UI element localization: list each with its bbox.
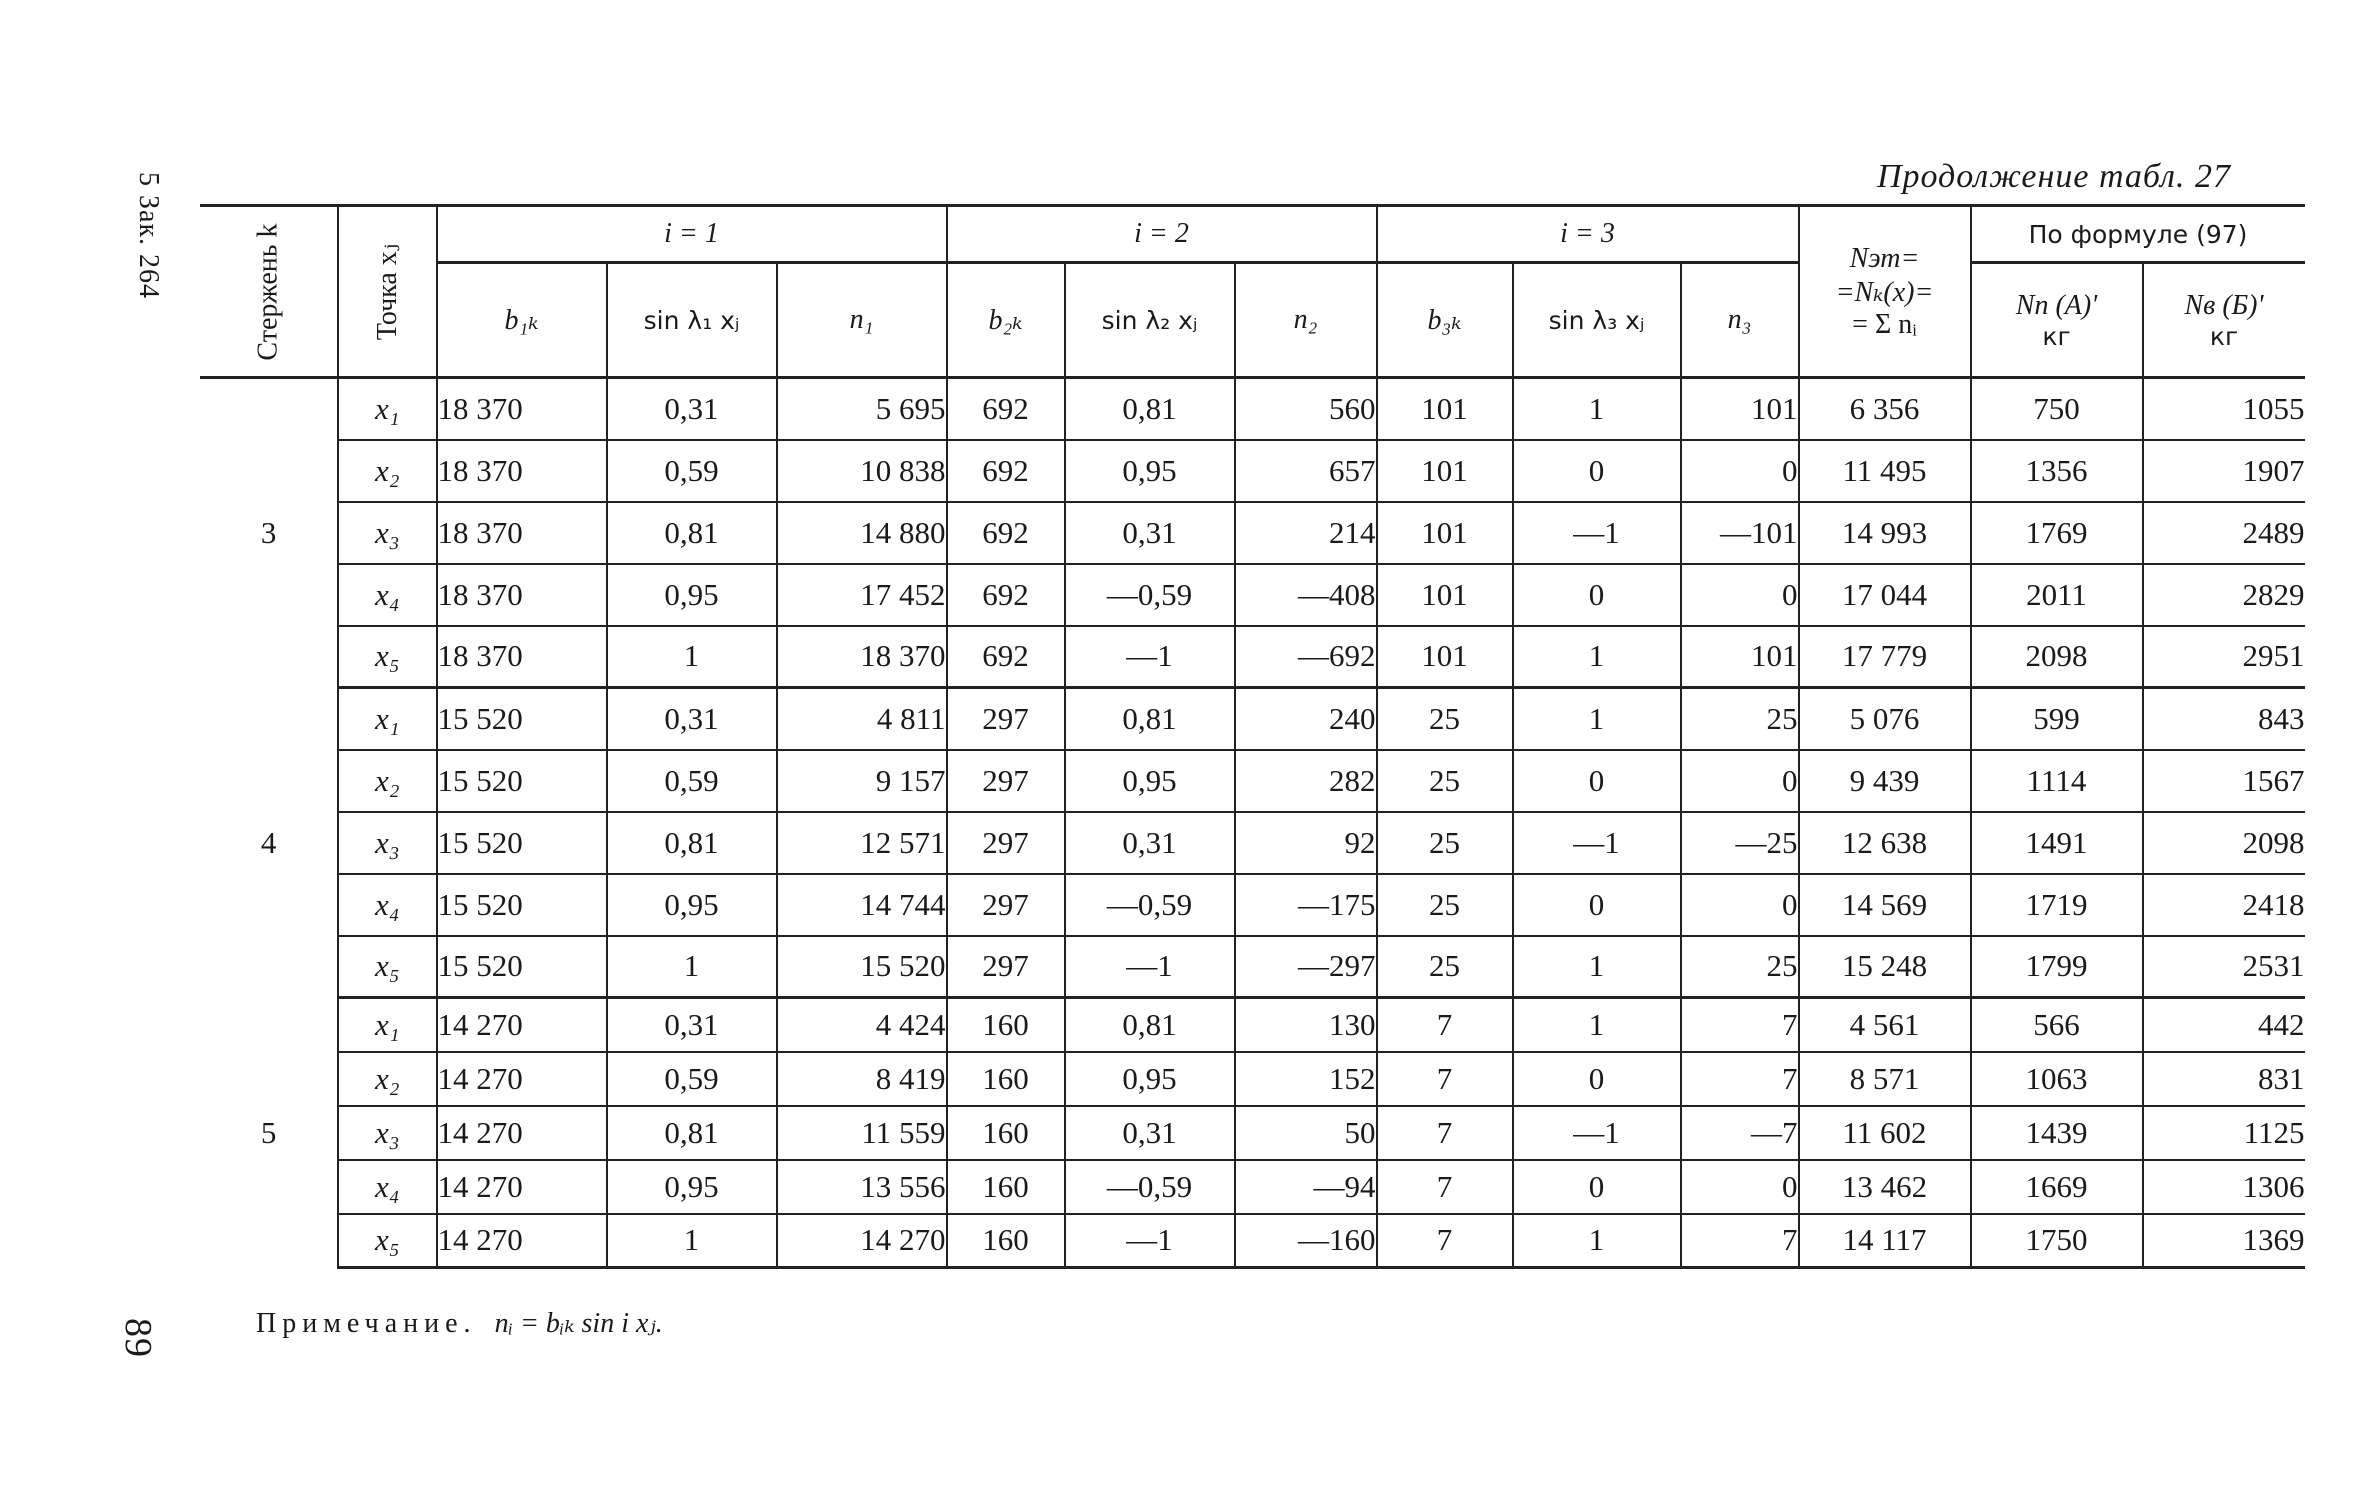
header-b2: b₂ₖ	[947, 263, 1065, 378]
cell-n1: 4 811	[777, 688, 947, 750]
cell-n: 14 993	[1799, 502, 1971, 564]
point-label: x₄	[338, 1160, 436, 1214]
note-formula: nᵢ = bᵢₖ sin i xⱼ.	[494, 1308, 663, 1339]
point-label: x₄	[338, 564, 436, 626]
cell-nb: 843	[2143, 688, 2305, 750]
header-i1: i = 1	[437, 206, 947, 263]
cell-b1: 14 270	[437, 998, 607, 1052]
header-sin3: sin λ₃ xⱼ	[1513, 263, 1681, 378]
cell-s2: 0,31	[1065, 1106, 1235, 1160]
cell-b2: 692	[947, 626, 1065, 688]
cell-nb: 831	[2143, 1052, 2305, 1106]
cell-s3: 1	[1513, 936, 1681, 998]
cell-nb: 2531	[2143, 936, 2305, 998]
cell-s2: 0,81	[1065, 378, 1235, 440]
point-label: x₂	[338, 440, 436, 502]
table-row	[200, 688, 2305, 750]
cell-b1: 15 520	[437, 874, 607, 936]
cell-n2: —160	[1235, 1214, 1377, 1268]
cell-b2: 160	[947, 1052, 1065, 1106]
cell-n3: 0	[1681, 750, 1799, 812]
cell-n3: 101	[1681, 378, 1799, 440]
cell-n2: 214	[1235, 502, 1377, 564]
point-label: x₃	[338, 812, 436, 874]
cell-n3: —25	[1681, 812, 1799, 874]
cell-b1: 14 270	[437, 1214, 607, 1268]
table-header	[200, 206, 2305, 378]
table-row	[200, 1106, 2305, 1160]
page-number: 89	[117, 1318, 159, 1358]
cell-n: 5 076	[1799, 688, 1971, 750]
header-nvb: Nв (Б)' кг	[2143, 263, 2305, 378]
point-label: x₅	[338, 1214, 436, 1268]
table-row	[200, 1052, 2305, 1106]
cell-s3: —1	[1513, 1106, 1681, 1160]
cell-n3: 7	[1681, 1214, 1799, 1268]
cell-n2: 50	[1235, 1106, 1377, 1160]
cell-n: 17 779	[1799, 626, 1971, 688]
cell-nb: 1369	[2143, 1214, 2305, 1268]
cell-b1: 18 370	[437, 626, 607, 688]
cell-na: 1114	[1971, 750, 2143, 812]
cell-na: 2011	[1971, 564, 2143, 626]
table-row	[200, 626, 2305, 688]
cell-b3: 7	[1377, 998, 1513, 1052]
cell-nb: 1306	[2143, 1160, 2305, 1214]
point-label: x₁	[338, 998, 436, 1052]
cell-n: 4 561	[1799, 998, 1971, 1052]
header-npa: Nп (A)' кг	[1971, 263, 2143, 378]
cell-s1: 0,59	[607, 750, 777, 812]
cell-b1: 15 520	[437, 812, 607, 874]
cell-s1: 0,31	[607, 378, 777, 440]
cell-n: 9 439	[1799, 750, 1971, 812]
cell-n1: 17 452	[777, 564, 947, 626]
cell-s2: —0,59	[1065, 874, 1235, 936]
cell-n1: 18 370	[777, 626, 947, 688]
cell-s1: 0,31	[607, 998, 777, 1052]
cell-na: 1799	[1971, 936, 2143, 998]
cell-n3: 101	[1681, 626, 1799, 688]
cell-s2: 0,31	[1065, 502, 1235, 564]
cell-nb: 1907	[2143, 440, 2305, 502]
cell-b1: 15 520	[437, 936, 607, 998]
cell-n3: 25	[1681, 936, 1799, 998]
cell-s1: 0,31	[607, 688, 777, 750]
cell-s2: —0,59	[1065, 564, 1235, 626]
cell-s2: 0,31	[1065, 812, 1235, 874]
cell-n3: 0	[1681, 1160, 1799, 1214]
cell-b3: 25	[1377, 874, 1513, 936]
cell-n1: 13 556	[777, 1160, 947, 1214]
cell-n1: 8 419	[777, 1052, 947, 1106]
cell-na: 1719	[1971, 874, 2143, 936]
cell-s3: 1	[1513, 688, 1681, 750]
cell-s1: 0,81	[607, 502, 777, 564]
cell-n1: 4 424	[777, 998, 947, 1052]
cell-b3: 7	[1377, 1106, 1513, 1160]
table-note	[256, 1306, 663, 1340]
cell-b3: 25	[1377, 936, 1513, 998]
cell-b3: 25	[1377, 688, 1513, 750]
cell-s3: 0	[1513, 440, 1681, 502]
cell-n: 6 356	[1799, 378, 1971, 440]
cell-n1: 10 838	[777, 440, 947, 502]
cell-b2: 692	[947, 564, 1065, 626]
point-label: x₃	[338, 1106, 436, 1160]
point-label: x₁	[338, 688, 436, 750]
cell-b3: 101	[1377, 626, 1513, 688]
cell-n1: 14 744	[777, 874, 947, 936]
header-point: Точка xⱼ	[338, 206, 436, 378]
cell-nb: 2489	[2143, 502, 2305, 564]
cell-b1: 15 520	[437, 750, 607, 812]
cell-b1: 14 270	[437, 1160, 607, 1214]
table-row	[200, 812, 2305, 874]
rod-number: 5	[260, 1114, 277, 1150]
cell-n2: 560	[1235, 378, 1377, 440]
cell-nb: 442	[2143, 998, 2305, 1052]
header-b1: b₁ₖ	[437, 263, 607, 378]
cell-b2: 297	[947, 936, 1065, 998]
cell-b1: 18 370	[437, 440, 607, 502]
cell-na: 566	[1971, 998, 2143, 1052]
cell-n2: —94	[1235, 1160, 1377, 1214]
table-caption: Продолжение табл. 27	[1876, 158, 2231, 195]
cell-s1: 0,95	[607, 564, 777, 626]
cell-n2: —175	[1235, 874, 1377, 936]
header-i2: i = 2	[947, 206, 1377, 263]
cell-b2: 692	[947, 502, 1065, 564]
point-label: x₅	[338, 626, 436, 688]
cell-s2: —0,59	[1065, 1160, 1235, 1214]
cell-s1: 0,59	[607, 440, 777, 502]
table-row	[200, 750, 2305, 812]
cell-na: 750	[1971, 378, 2143, 440]
cell-b3: 7	[1377, 1214, 1513, 1268]
cell-n3: 0	[1681, 564, 1799, 626]
cell-s3: 0	[1513, 874, 1681, 936]
header-formula: По формуле (97)	[1971, 206, 2305, 263]
table-row	[200, 378, 2305, 440]
header-rod: Стержень k	[200, 206, 338, 378]
cell-na: 1439	[1971, 1106, 2143, 1160]
cell-s2: —1	[1065, 626, 1235, 688]
cell-b3: 25	[1377, 750, 1513, 812]
cell-b2: 297	[947, 750, 1065, 812]
cell-nb: 2951	[2143, 626, 2305, 688]
cell-n: 17 044	[1799, 564, 1971, 626]
cell-n1: 14 880	[777, 502, 947, 564]
header-b3: b₃ₖ	[1377, 263, 1513, 378]
cell-n3: 0	[1681, 440, 1799, 502]
cell-s2: 0,81	[1065, 688, 1235, 750]
cell-n1: 5 695	[777, 378, 947, 440]
cell-s3: 1	[1513, 1214, 1681, 1268]
cell-na: 1491	[1971, 812, 2143, 874]
cell-b1: 18 370	[437, 378, 607, 440]
cell-b3: 25	[1377, 812, 1513, 874]
cell-na: 2098	[1971, 626, 2143, 688]
cell-b3: 101	[1377, 378, 1513, 440]
cell-s3: 1	[1513, 626, 1681, 688]
cell-n2: —408	[1235, 564, 1377, 626]
cell-nb: 1125	[2143, 1106, 2305, 1160]
table-row	[200, 1160, 2305, 1214]
cell-n2: 657	[1235, 440, 1377, 502]
point-label: x₁	[338, 378, 436, 440]
point-label: x₃	[338, 502, 436, 564]
point-label: x₅	[338, 936, 436, 998]
cell-s3: 1	[1513, 378, 1681, 440]
cell-n: 15 248	[1799, 936, 1971, 998]
cell-n: 11 495	[1799, 440, 1971, 502]
cell-n3: 7	[1681, 1052, 1799, 1106]
cell-n: 14 117	[1799, 1214, 1971, 1268]
header-net: Nэт= =Nₖ(x)= = Σ nᵢ	[1799, 206, 1971, 378]
cell-s2: 0,81	[1065, 998, 1235, 1052]
data-table	[200, 204, 2305, 1269]
cell-s3: 0	[1513, 564, 1681, 626]
cell-na: 1356	[1971, 440, 2143, 502]
cell-s3: 0	[1513, 750, 1681, 812]
cell-n2: —297	[1235, 936, 1377, 998]
cell-s2: —1	[1065, 936, 1235, 998]
cell-n: 12 638	[1799, 812, 1971, 874]
cell-s1: 0,95	[607, 874, 777, 936]
table-row	[200, 1214, 2305, 1268]
cell-n1: 15 520	[777, 936, 947, 998]
cell-n2: 152	[1235, 1052, 1377, 1106]
cell-b1: 15 520	[437, 688, 607, 750]
cell-nb: 1567	[2143, 750, 2305, 812]
cell-n2: 92	[1235, 812, 1377, 874]
cell-n3: 25	[1681, 688, 1799, 750]
cell-b2: 160	[947, 998, 1065, 1052]
rod-number: 3	[260, 515, 277, 551]
cell-s1: 0,81	[607, 1106, 777, 1160]
table-row	[200, 874, 2305, 936]
table-row	[200, 502, 2305, 564]
header-i3: i = 3	[1377, 206, 1799, 263]
cell-na: 1669	[1971, 1160, 2143, 1214]
cell-s1: 0,95	[607, 1160, 777, 1214]
cell-b2: 297	[947, 874, 1065, 936]
cell-n1: 11 559	[777, 1106, 947, 1160]
cell-b2: 160	[947, 1106, 1065, 1160]
cell-b2: 297	[947, 812, 1065, 874]
cell-b2: 160	[947, 1214, 1065, 1268]
cell-b1: 18 370	[437, 564, 607, 626]
cell-s1: 0,81	[607, 812, 777, 874]
cell-b1: 14 270	[437, 1106, 607, 1160]
cell-n1: 14 270	[777, 1214, 947, 1268]
cell-n: 8 571	[1799, 1052, 1971, 1106]
cell-b2: 692	[947, 440, 1065, 502]
cell-nb: 2098	[2143, 812, 2305, 874]
table-row	[200, 564, 2305, 626]
cell-s3: 1	[1513, 998, 1681, 1052]
cell-s1: 1	[607, 626, 777, 688]
point-label: x₄	[338, 874, 436, 936]
cell-n: 13 462	[1799, 1160, 1971, 1214]
cell-b2: 297	[947, 688, 1065, 750]
print-mark: 5 Зак. 264	[133, 172, 164, 300]
cell-s2: 0,95	[1065, 750, 1235, 812]
cell-b3: 7	[1377, 1052, 1513, 1106]
cell-s3: —1	[1513, 502, 1681, 564]
cell-n1: 9 157	[777, 750, 947, 812]
cell-s2: —1	[1065, 1214, 1235, 1268]
cell-b2: 160	[947, 1160, 1065, 1214]
cell-b3: 101	[1377, 502, 1513, 564]
header-n3: n₃	[1681, 263, 1799, 378]
cell-n1: 12 571	[777, 812, 947, 874]
cell-nb: 2829	[2143, 564, 2305, 626]
cell-na: 599	[1971, 688, 2143, 750]
cell-na: 1063	[1971, 1052, 2143, 1106]
point-label: x₂	[338, 1052, 436, 1106]
cell-n3: —7	[1681, 1106, 1799, 1160]
table-row	[200, 998, 2305, 1052]
cell-b3: 101	[1377, 440, 1513, 502]
note-label: Примечание.	[256, 1308, 477, 1339]
table-row	[200, 936, 2305, 998]
cell-s1: 1	[607, 1214, 777, 1268]
cell-n: 14 569	[1799, 874, 1971, 936]
cell-n3: 0	[1681, 874, 1799, 936]
cell-s3: 0	[1513, 1052, 1681, 1106]
cell-b1: 18 370	[437, 502, 607, 564]
header-sin1: sin λ₁ xⱼ	[607, 263, 777, 378]
table-row	[200, 440, 2305, 502]
header-n2: n₂	[1235, 263, 1377, 378]
cell-s1: 0,59	[607, 1052, 777, 1106]
point-label: x₂	[338, 750, 436, 812]
cell-s2: 0,95	[1065, 440, 1235, 502]
cell-s3: —1	[1513, 812, 1681, 874]
cell-b2: 692	[947, 378, 1065, 440]
cell-n2: 240	[1235, 688, 1377, 750]
cell-n3: —101	[1681, 502, 1799, 564]
cell-n2: 130	[1235, 998, 1377, 1052]
header-sin2: sin λ₂ xⱼ	[1065, 263, 1235, 378]
cell-n2: 282	[1235, 750, 1377, 812]
cell-b3: 101	[1377, 564, 1513, 626]
cell-n3: 7	[1681, 998, 1799, 1052]
cell-b1: 14 270	[437, 1052, 607, 1106]
header-n1: n₁	[777, 263, 947, 378]
cell-s2: 0,95	[1065, 1052, 1235, 1106]
cell-b3: 7	[1377, 1160, 1513, 1214]
cell-n: 11 602	[1799, 1106, 1971, 1160]
cell-s3: 0	[1513, 1160, 1681, 1214]
cell-nb: 1055	[2143, 378, 2305, 440]
cell-na: 1769	[1971, 502, 2143, 564]
cell-nb: 2418	[2143, 874, 2305, 936]
cell-n2: —692	[1235, 626, 1377, 688]
table-body	[200, 378, 2305, 1268]
rod-number: 4	[260, 824, 277, 860]
cell-na: 1750	[1971, 1214, 2143, 1268]
cell-s1: 1	[607, 936, 777, 998]
